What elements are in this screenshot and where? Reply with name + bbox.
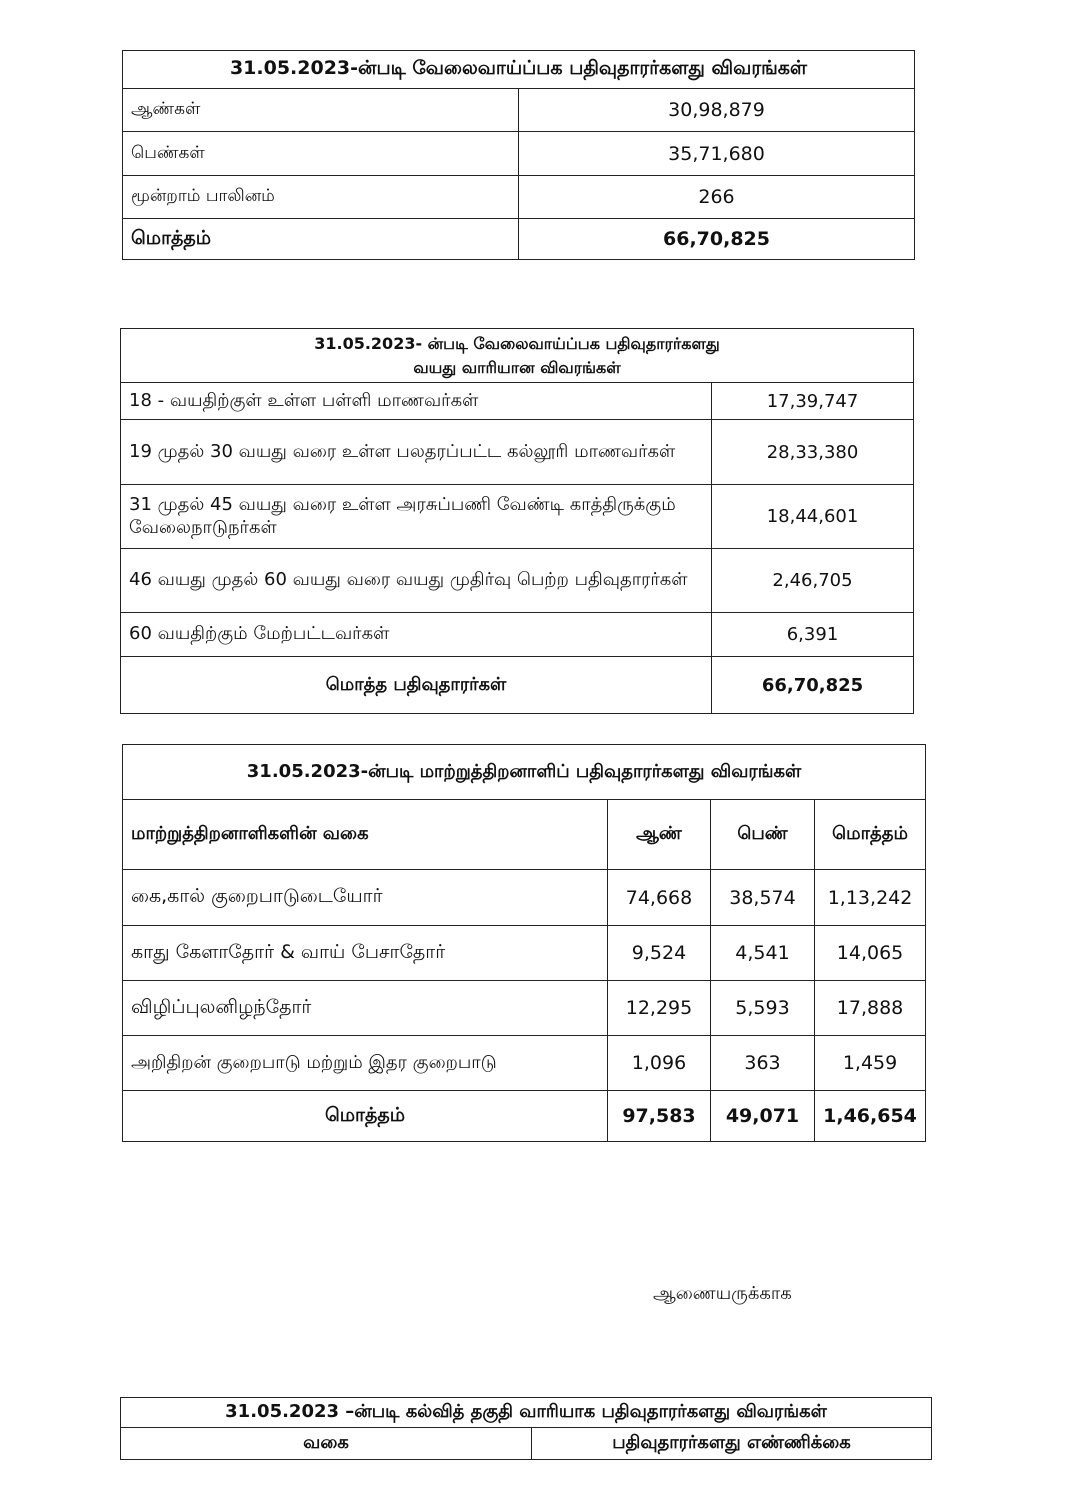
total-row bbox=[123, 1091, 926, 1142]
total-male: 97,583 bbox=[608, 1091, 711, 1142]
female-header: பெண் bbox=[711, 800, 815, 870]
total-row bbox=[121, 657, 914, 714]
table-row bbox=[121, 613, 914, 657]
male-cell: 74,668 bbox=[608, 870, 711, 926]
total-cell: 17,888 bbox=[815, 981, 926, 1036]
male-cell: 1,096 bbox=[608, 1036, 711, 1091]
total-female: 49,071 bbox=[711, 1091, 815, 1142]
table2-title-line2: வயது வாரியான விவரங்கள் bbox=[413, 357, 621, 377]
header-row bbox=[123, 800, 926, 870]
total-label: மொத்தம் bbox=[123, 1091, 608, 1142]
signature-text: ஆணையருக்காக bbox=[653, 1283, 792, 1304]
row-value: 266 bbox=[519, 176, 915, 219]
row-label: 60 வயதிற்கும் மேற்பட்டவர்கள் bbox=[121, 613, 712, 657]
total-total: 1,46,654 bbox=[815, 1091, 926, 1142]
row-value: 18,44,601 bbox=[712, 485, 914, 549]
table-row bbox=[123, 1036, 926, 1091]
row-label: பெண்கள் bbox=[123, 132, 519, 176]
registrants-summary-table bbox=[122, 50, 915, 260]
table-row bbox=[123, 132, 915, 176]
category-cell: காது கேளாதோர் & வாய் பேசாதோர் bbox=[123, 926, 608, 981]
table3-title: 31.05.2023-ன்படி மாற்றுத்திறனாளிப் பதிவுதாரர்களது விவரங்கள் bbox=[123, 745, 926, 800]
table1-title: 31.05.2023-ன்படி வேலைவாய்ப்பக பதிவுதாரர்களது விவரங்கள் bbox=[123, 51, 915, 89]
row-value: 35,71,680 bbox=[519, 132, 915, 176]
female-cell: 5,593 bbox=[711, 981, 815, 1036]
row-value: 30,98,879 bbox=[519, 89, 915, 132]
table-row bbox=[123, 89, 915, 132]
table2-title bbox=[121, 329, 914, 383]
row-label: ஆண்கள் bbox=[123, 89, 519, 132]
male-header: ஆண் bbox=[608, 800, 711, 870]
category-header: வகை bbox=[121, 1428, 532, 1460]
female-cell: 4,541 bbox=[711, 926, 815, 981]
table-row bbox=[121, 485, 914, 549]
header-row bbox=[121, 1428, 932, 1460]
total-label: மொத்த பதிவுதாரர்கள் bbox=[121, 657, 712, 714]
table-row bbox=[121, 383, 914, 420]
total-label: மொத்தம் bbox=[123, 219, 519, 260]
row-value: 28,33,380 bbox=[712, 420, 914, 485]
total-value: 66,70,825 bbox=[519, 219, 915, 260]
table-row bbox=[123, 176, 915, 219]
row-value: 17,39,747 bbox=[712, 383, 914, 420]
row-value: 2,46,705 bbox=[712, 549, 914, 613]
total-cell: 14,065 bbox=[815, 926, 926, 981]
table4-title: 31.05.2023 –ன்படி கல்வித் தகுதி வாரியாக பதிவுதாரர்களது விவரங்கள் bbox=[121, 1398, 932, 1428]
total-value: 66,70,825 bbox=[712, 657, 914, 714]
table-row bbox=[121, 420, 914, 485]
category-header: மாற்றுத்திறனாளிகளின் வகை bbox=[123, 800, 608, 870]
table-row bbox=[121, 549, 914, 613]
table-row bbox=[123, 981, 926, 1036]
table-row bbox=[123, 926, 926, 981]
differently-abled-table bbox=[122, 744, 926, 1142]
education-wise-table bbox=[120, 1397, 932, 1460]
total-row bbox=[123, 219, 915, 260]
row-label: 31 முதல் 45 வயது வரை உள்ள அரசுப்பணி வேண்டி காத்திருக்கும் வேலைநாடுநர்கள் bbox=[121, 485, 712, 549]
row-label: 46 வயது முதல் 60 வயது வரை வயது முதிர்வு பெற்ற பதிவுதாரர்கள் bbox=[121, 549, 712, 613]
male-cell: 12,295 bbox=[608, 981, 711, 1036]
age-wise-table bbox=[120, 328, 914, 714]
row-label: 18 - வயதிற்குள் உள்ள பள்ளி மாணவர்கள் bbox=[121, 383, 712, 420]
count-header: பதிவுதாரர்களது எண்ணிக்கை bbox=[532, 1428, 932, 1460]
row-label: மூன்றாம் பாலினம் bbox=[123, 176, 519, 219]
category-cell: விழிப்புலனிழந்தோர் bbox=[123, 981, 608, 1036]
total-cell: 1,459 bbox=[815, 1036, 926, 1091]
row-value: 6,391 bbox=[712, 613, 914, 657]
category-cell: அறிதிறன் குறைபாடு மற்றும் இதர குறைபாடு bbox=[123, 1036, 608, 1091]
table2-title-line1: 31.05.2023- ன்படி வேலைவாய்ப்பக பதிவுதாரர்களது bbox=[314, 333, 720, 353]
total-header: மொத்தம் bbox=[815, 800, 926, 870]
female-cell: 38,574 bbox=[711, 870, 815, 926]
row-label: 19 முதல் 30 வயது வரை உள்ள பலதரப்பட்ட கல்லூரி மாணவர்கள் bbox=[121, 420, 712, 485]
female-cell: 363 bbox=[711, 1036, 815, 1091]
category-cell: கை,கால் குறைபாடுடையோர் bbox=[123, 870, 608, 926]
male-cell: 9,524 bbox=[608, 926, 711, 981]
table-row bbox=[123, 870, 926, 926]
total-cell: 1,13,242 bbox=[815, 870, 926, 926]
